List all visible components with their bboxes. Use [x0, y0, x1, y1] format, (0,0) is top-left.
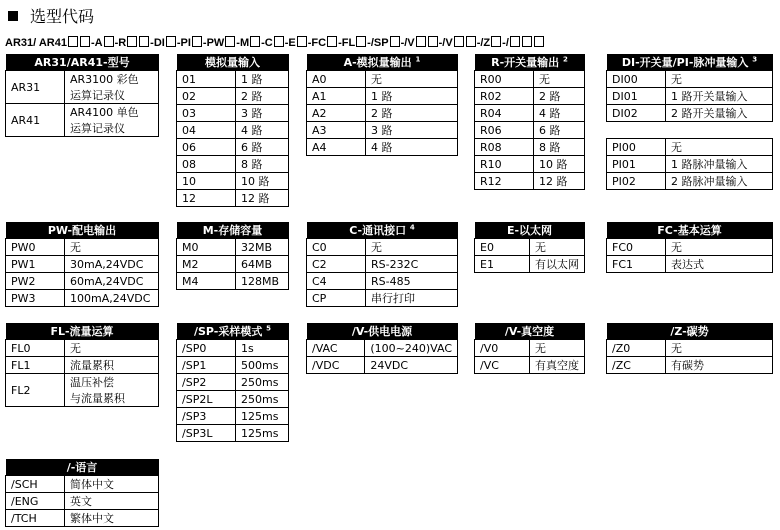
table-row [307, 340, 458, 357]
table-row [475, 340, 585, 357]
code-cell: R04 [475, 105, 534, 122]
description-cell: 500ms [236, 357, 289, 374]
description-cell: 250ms [236, 391, 289, 408]
code-cell: R08 [475, 139, 534, 156]
code-cell: PI01 [607, 156, 666, 173]
code-segment: -/V [400, 37, 415, 49]
table-row [6, 104, 159, 121]
description-cell: 无 [65, 340, 159, 357]
footnote-mark: 1 [415, 55, 421, 64]
table-fc [606, 222, 773, 273]
table-row [6, 476, 159, 493]
description-cell: 128MB [236, 273, 289, 290]
table-header [177, 54, 289, 71]
description-cell: 表达式 [666, 256, 773, 273]
description-cell: 无 [530, 239, 585, 256]
code-segment: -/SP [367, 37, 389, 49]
table-row [6, 239, 159, 256]
description-cell: 4 路 [534, 105, 585, 122]
table-row [177, 239, 289, 256]
code-cell: C2 [307, 256, 366, 273]
code-cell: /SP2 [177, 374, 236, 391]
table-row [177, 408, 289, 425]
table-header-text: /-语言 [66, 461, 98, 474]
code-placeholder-box [356, 36, 366, 47]
table-fl [5, 323, 159, 407]
description-cell: 流量累积 [65, 357, 159, 374]
code-placeholder-box [416, 36, 426, 47]
description-cell: 无 [666, 71, 773, 88]
table-row [607, 256, 773, 273]
code-cell: CP [307, 290, 366, 307]
table-header [177, 222, 289, 239]
table-row [177, 273, 289, 290]
table-row [6, 493, 159, 510]
code-cell: PW0 [6, 239, 65, 256]
table-header-text: /Z-碳势 [670, 325, 709, 338]
code-cell: 04 [177, 122, 236, 139]
table-header [307, 323, 458, 340]
code-segment: AR31/ AR41 [5, 37, 67, 49]
table-header-text: /V-供电电源 [351, 325, 413, 338]
code-cell: AR41 [6, 104, 65, 137]
code-cell: E0 [475, 239, 530, 256]
table-row [607, 105, 773, 122]
table-row [607, 239, 773, 256]
table-di-input [606, 54, 773, 122]
code-cell: /ENG [6, 493, 65, 510]
code-cell: FL0 [6, 340, 65, 357]
table-row [475, 88, 585, 105]
table-row [607, 340, 773, 357]
table-header [607, 222, 773, 239]
description-cell: 2 路 [236, 88, 289, 105]
table-row [607, 71, 773, 88]
table-header [6, 459, 159, 476]
description-cell: 无 [666, 340, 773, 357]
table-vacuum [474, 323, 585, 374]
code-cell: 12 [177, 190, 236, 207]
code-placeholder-box [510, 36, 520, 47]
code-cell: C0 [307, 239, 366, 256]
code-cell: DI02 [607, 105, 666, 122]
table-row [6, 256, 159, 273]
code-cell: 03 [177, 105, 236, 122]
table-header-text: R-开关量输出 [491, 56, 560, 69]
table-row [177, 156, 289, 173]
description-cell: 1 路 [366, 88, 458, 105]
table-row [475, 256, 585, 273]
table-row [6, 374, 159, 391]
code-cell: FL1 [6, 357, 65, 374]
table-row [475, 105, 585, 122]
description-cell: 125ms [236, 425, 289, 442]
table-header [177, 323, 289, 340]
code-cell: FC1 [607, 256, 666, 273]
code-cell: A3 [307, 122, 366, 139]
description-cell: 1 路开关量输入 [666, 88, 773, 105]
table-row [475, 122, 585, 139]
code-segment: -E [284, 37, 296, 49]
code-cell: A4 [307, 139, 366, 156]
table-row [6, 71, 159, 88]
code-placeholder-box [466, 36, 476, 47]
table-row [607, 156, 773, 173]
table-row [307, 239, 458, 256]
description-cell: AR4100 单色 [65, 104, 159, 121]
table-header-text: C-通讯接口 [349, 224, 407, 237]
table-row [607, 88, 773, 105]
code-placeholder-box [491, 36, 501, 47]
code-segment: -DI [150, 37, 165, 49]
description-cell: 60mA,24VDC [65, 273, 159, 290]
table-row [177, 122, 289, 139]
table-header [475, 222, 585, 239]
code-placeholder-box [80, 36, 90, 47]
table-row [6, 510, 159, 527]
description-cell: 3 路 [236, 105, 289, 122]
code-cell: /ZC [607, 357, 666, 374]
code-segment: -C [261, 37, 273, 49]
code-placeholder-box [297, 36, 307, 47]
code-cell: PW3 [6, 290, 65, 307]
code-cell: PW2 [6, 273, 65, 290]
code-cell: /SCH [6, 476, 65, 493]
table-header [607, 323, 773, 340]
code-segment: -A [90, 37, 103, 49]
description-cell: 125ms [236, 408, 289, 425]
table-row [6, 290, 159, 307]
table-carbon [606, 323, 773, 374]
table-header-text: /V-真空度 [504, 325, 555, 338]
section-title [8, 4, 94, 27]
square-bullet-icon [8, 11, 18, 21]
code-segment: -/Z [476, 37, 491, 49]
description-cell: 4 路 [236, 122, 289, 139]
description-cell: 无 [366, 239, 458, 256]
code-cell: R00 [475, 71, 534, 88]
description-cell: 10 路 [236, 173, 289, 190]
code-placeholder-box [454, 36, 464, 47]
description-cell: 12 路 [236, 190, 289, 207]
description-cell: 简体中文 [65, 476, 159, 493]
table-sampling [176, 323, 289, 442]
table-header-text: 模拟量输入 [205, 56, 260, 69]
description-cell: 3 路 [366, 122, 458, 139]
code-cell: FL2 [6, 374, 65, 407]
table-header [607, 54, 773, 71]
code-cell: M0 [177, 239, 236, 256]
description-cell: 运算记录仪 [65, 120, 159, 137]
table-header [6, 323, 159, 340]
description-cell: RS-232C [366, 256, 458, 273]
code-placeholder-box [166, 36, 176, 47]
code-placeholder-box [139, 36, 149, 47]
code-placeholder-box [274, 36, 284, 47]
table-row [177, 139, 289, 156]
table-row [307, 88, 458, 105]
code-segment: -FL [338, 37, 356, 49]
table-row [177, 391, 289, 408]
description-cell: 4 路 [366, 139, 458, 156]
table-row [307, 273, 458, 290]
code-cell: PI00 [607, 139, 666, 156]
table-row [475, 357, 585, 374]
description-cell: 30mA,24VDC [65, 256, 159, 273]
footnote-mark: 4 [409, 223, 415, 232]
table-row [6, 340, 159, 357]
description-cell: 温压补偿 [65, 374, 159, 391]
table-header [307, 222, 458, 239]
code-placeholder-box [327, 36, 337, 47]
code-placeholder-box [127, 36, 137, 47]
code-segment: -/V [438, 37, 453, 49]
table-row [307, 290, 458, 307]
code-cell: M2 [177, 256, 236, 273]
table-row [475, 156, 585, 173]
description-cell: (100~240)VAC [365, 340, 458, 357]
table-header [475, 54, 585, 71]
table-header [6, 54, 159, 71]
description-cell: 串行打印 [366, 290, 458, 307]
description-cell: AR3100 彩色 [65, 71, 159, 88]
table-row [177, 425, 289, 442]
table-ethernet [474, 222, 585, 273]
table-header [307, 54, 458, 71]
code-cell: 08 [177, 156, 236, 173]
description-cell: 8 路 [236, 156, 289, 173]
code-cell: /SP2L [177, 391, 236, 408]
table-row [307, 357, 458, 374]
table-header-text: M-存储容量 [202, 224, 263, 237]
table-row [177, 71, 289, 88]
description-cell: 24VDC [365, 357, 458, 374]
code-cell: PI02 [607, 173, 666, 190]
description-cell: 有碳势 [666, 357, 773, 374]
code-cell: 10 [177, 173, 236, 190]
table-header-text: A-模拟量输出 [343, 56, 412, 69]
code-cell: /VC [475, 357, 530, 374]
description-cell: 2 路 [534, 88, 585, 105]
table-language [5, 459, 159, 527]
description-cell: 繁体中文 [65, 510, 159, 527]
code-cell: A0 [307, 71, 366, 88]
code-cell: FC0 [607, 239, 666, 256]
table-row [177, 88, 289, 105]
description-cell: 英文 [65, 493, 159, 510]
code-placeholder-box [68, 36, 78, 47]
table-row [6, 273, 159, 290]
code-cell: /SP0 [177, 340, 236, 357]
description-cell: 6 路 [236, 139, 289, 156]
description-cell: 无 [534, 71, 585, 88]
code-segment: -M [236, 37, 250, 49]
table-row [475, 239, 585, 256]
table-row [475, 71, 585, 88]
code-cell: 06 [177, 139, 236, 156]
table-row [607, 173, 773, 190]
code-cell: A1 [307, 88, 366, 105]
description-cell: RS-485 [366, 273, 458, 290]
code-segment: -/ [502, 37, 509, 49]
code-placeholder-box [534, 36, 544, 47]
description-cell: 6 路 [534, 122, 585, 139]
description-cell: 12 路 [534, 173, 585, 190]
footnote-mark: 2 [563, 55, 568, 64]
description-cell: 2 路脉冲量输入 [666, 173, 773, 190]
table-relay-output [474, 54, 585, 190]
table-row [307, 122, 458, 139]
table-row [177, 256, 289, 273]
table-supply [306, 323, 458, 374]
table-header [475, 323, 585, 340]
table-power-output [5, 222, 159, 307]
code-cell: R06 [475, 122, 534, 139]
table-header-text: /SP-采样模式 [193, 325, 263, 338]
description-cell: 2 路 [366, 105, 458, 122]
table-header-text: E-以太网 [506, 224, 553, 237]
table-row [607, 357, 773, 374]
code-cell: /TCH [6, 510, 65, 527]
code-cell: /SP3 [177, 408, 236, 425]
code-cell: PW1 [6, 256, 65, 273]
description-cell: 无 [65, 239, 159, 256]
description-cell: 64MB [236, 256, 289, 273]
code-cell: /VDC [307, 357, 365, 374]
table-header-text: AR31/AR41-型号 [34, 56, 130, 69]
description-cell: 有真空度 [530, 357, 585, 374]
table-header-text: FC-基本运算 [657, 224, 722, 237]
description-cell: 1s [236, 340, 289, 357]
code-cell: C4 [307, 273, 366, 290]
table-row [307, 71, 458, 88]
table-row [475, 139, 585, 156]
description-cell: 1 路脉冲量输入 [666, 156, 773, 173]
section-title-text: 选型代码 [30, 7, 95, 26]
code-cell: E1 [475, 256, 530, 273]
table-header [6, 222, 159, 239]
code-cell: /VAC [307, 340, 365, 357]
code-placeholder-box [250, 36, 260, 47]
table-row [307, 256, 458, 273]
table-row [6, 357, 159, 374]
description-cell: 与流量累积 [65, 390, 159, 407]
table-memory [176, 222, 289, 290]
code-cell: R12 [475, 173, 534, 190]
code-placeholder-box [428, 36, 438, 47]
code-cell: A2 [307, 105, 366, 122]
code-segment: -FC [307, 37, 327, 49]
table-header-text: DI-开关量/PI-脉冲量输入 [621, 56, 749, 69]
description-cell: 10 路 [534, 156, 585, 173]
table-header-text: FL-流量运算 [50, 325, 114, 338]
code-segment: -R [114, 37, 127, 49]
code-cell: DI01 [607, 88, 666, 105]
table-row [607, 139, 773, 156]
description-cell: 2 路开关量输入 [666, 105, 773, 122]
table-model [5, 54, 159, 137]
code-cell: M4 [177, 273, 236, 290]
table-row [475, 173, 585, 190]
description-cell: 有以太网 [530, 256, 585, 273]
code-cell: DI00 [607, 71, 666, 88]
model-code-line [5, 36, 545, 49]
code-placeholder-box [225, 36, 235, 47]
description-cell: 无 [366, 71, 458, 88]
table-row [177, 105, 289, 122]
table-row [307, 105, 458, 122]
description-cell: 无 [666, 239, 773, 256]
description-cell: 8 路 [534, 139, 585, 156]
table-analog-output [306, 54, 458, 156]
code-cell: R02 [475, 88, 534, 105]
table-row [177, 190, 289, 207]
code-cell: 01 [177, 71, 236, 88]
code-placeholder-box [522, 36, 532, 47]
description-cell: 100mA,24VDC [65, 290, 159, 307]
description-cell: 无 [530, 340, 585, 357]
table-header-text: PW-配电输出 [47, 224, 117, 237]
description-cell: 250ms [236, 374, 289, 391]
description-cell: 32MB [236, 239, 289, 256]
code-cell: /V0 [475, 340, 530, 357]
footnote-mark: 3 [752, 55, 758, 64]
description-cell: 1 路 [236, 71, 289, 88]
table-pi-input [606, 138, 773, 190]
code-cell: /Z0 [607, 340, 666, 357]
table-row [177, 173, 289, 190]
code-cell: 02 [177, 88, 236, 105]
code-placeholder-box [104, 36, 114, 47]
description-cell: 无 [666, 139, 773, 156]
footnote-mark: 5 [266, 324, 272, 333]
code-segment: -PW [202, 37, 225, 49]
code-placeholder-box [192, 36, 202, 47]
code-cell: R10 [475, 156, 534, 173]
code-cell: /SP3L [177, 425, 236, 442]
description-cell: 运算记录仪 [65, 87, 159, 104]
table-row [177, 357, 289, 374]
table-row [307, 139, 458, 156]
code-placeholder-box [390, 36, 400, 47]
table-row [177, 340, 289, 357]
table-comm [306, 222, 458, 307]
table-row [177, 374, 289, 391]
code-segment: -PI [176, 37, 191, 49]
table-analog-input [176, 54, 289, 207]
code-cell: /SP1 [177, 357, 236, 374]
code-cell: AR31 [6, 71, 65, 104]
